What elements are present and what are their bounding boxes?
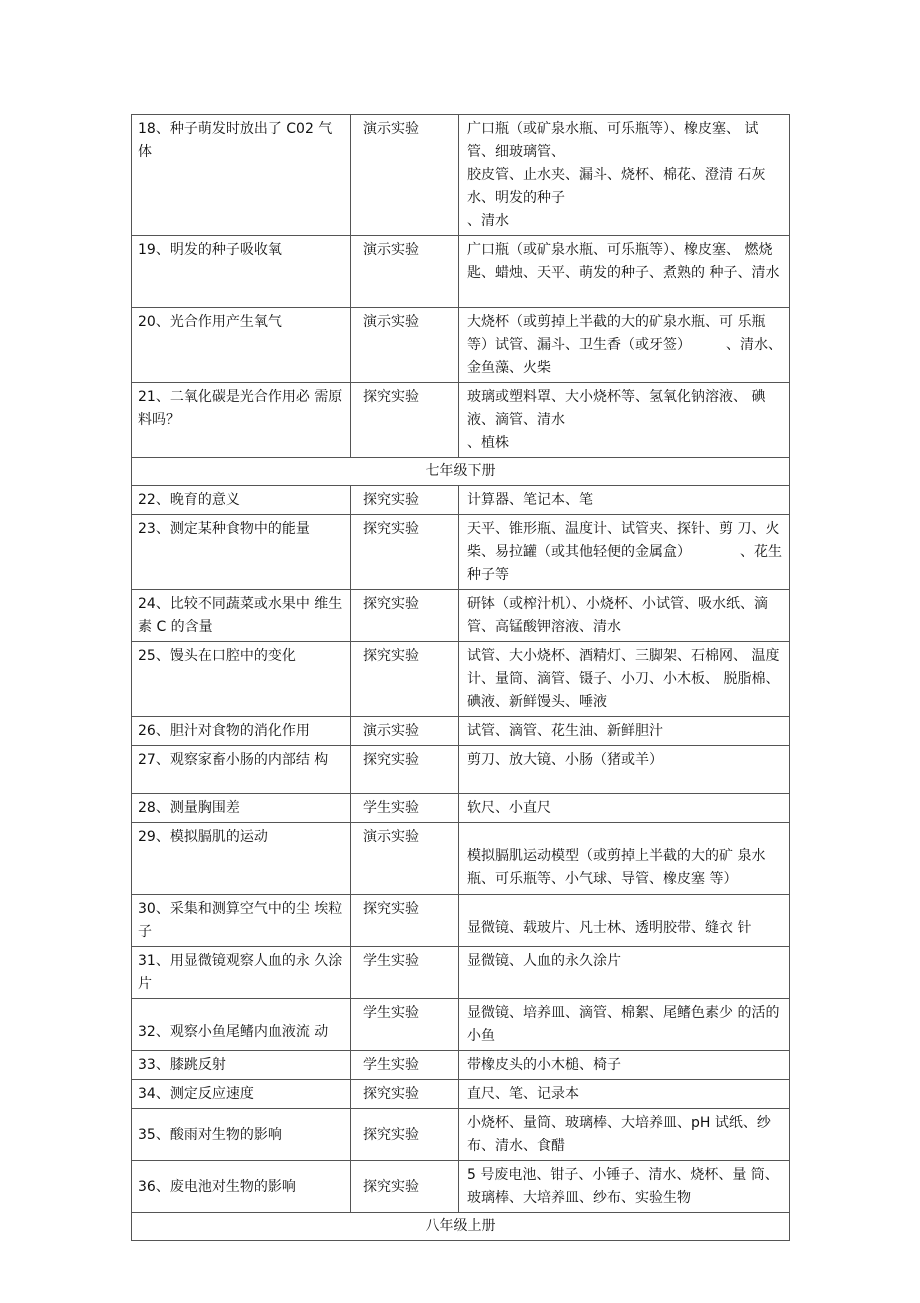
experiment-type: 探究实验 (351, 383, 459, 458)
experiment-name: 35、酸雨对生物的影响 (132, 1109, 351, 1161)
experiment-name: 34、测定反应速度 (132, 1080, 351, 1109)
table-row (132, 590, 790, 642)
experiment-materials: 玻璃或塑料罩、大小烧杯等、氢氧化钠溶液、 碘液、滴管、清水 、植株 (459, 383, 790, 458)
section-row (132, 458, 790, 486)
experiment-table (131, 114, 790, 1241)
table-row (132, 999, 790, 1051)
section-title: 八年级上册 (132, 1213, 790, 1241)
experiment-table-body (132, 115, 790, 1241)
experiment-materials: 研钵（或榨汁机）、小烧杯、小试管、吸水纸、滴管、高锰酸钾溶液、清水 (459, 590, 790, 642)
experiment-materials: 小烧杯、量筒、玻璃棒、大培养皿、pH 试纸、纱布、清水、食醋 (459, 1109, 790, 1161)
experiment-name: 27、观察家畜小肠的内部结 构 (132, 746, 351, 794)
experiment-type: 学生实验 (351, 794, 459, 823)
experiment-materials: 天平、锥形瓶、温度计、试管夹、探针、剪 刀、火柴、易拉罐（或其他轻便的金属盒） 、花生种子等 (459, 515, 790, 590)
experiment-materials: 直尺、笔、记录本 (459, 1080, 790, 1109)
experiment-materials: 试管、大小烧杯、酒精灯、三脚架、石棉网、 温度计、量筒、滴管、镊子、小刀、小木板、 脱脂棉、碘液、新鲜馒头、唾液 (459, 642, 790, 717)
experiment-materials: 显微镜、培养皿、滴管、棉絮、尾鳍色素少 的活的小鱼 (459, 999, 790, 1051)
section-row (132, 1213, 790, 1241)
experiment-name: 21、二氧化碳是光合作用必 需原料吗？ (132, 383, 351, 458)
experiment-type: 探究实验 (351, 515, 459, 590)
experiment-name: 23、测定某种食物中的能量 (132, 515, 351, 590)
table-row (132, 236, 790, 308)
table-row (132, 486, 790, 515)
experiment-materials: 大烧杯（或剪掉上半截的大的矿泉水瓶、可 乐瓶等）试管、漏斗、卫生香（或牙签） 、清水、金鱼藻、火柴 (459, 308, 790, 383)
experiment-materials: 5 号废电池、钳子、小锤子、清水、烧杯、量 筒、玻璃棒、大培养皿、纱布、实验生物 (459, 1161, 790, 1213)
experiment-name: 20、光合作用产生氧气 (132, 308, 351, 383)
table-row (132, 717, 790, 746)
experiment-type: 探究实验 (351, 642, 459, 717)
table-row (132, 1080, 790, 1109)
experiment-name: 33、膝跳反射 (132, 1051, 351, 1080)
experiment-type: 演示实验 (351, 717, 459, 746)
table-row (132, 383, 790, 458)
experiment-name: 31、用显微镜观察人血的永 久涂片 (132, 947, 351, 999)
table-row (132, 895, 790, 947)
experiment-type: 探究实验 (351, 1080, 459, 1109)
experiment-name: 28、测量胸围差 (132, 794, 351, 823)
table-row (132, 1161, 790, 1213)
table-row (132, 794, 790, 823)
experiment-name: 18、种子萌发时放出了 C02 气体 (132, 115, 351, 236)
experiment-materials: 计算器、笔记本、笔 (459, 486, 790, 515)
experiment-type: 探究实验 (351, 895, 459, 947)
experiment-materials: 显微镜、人血的永久涂片 (459, 947, 790, 999)
experiment-type: 演示实验 (351, 115, 459, 236)
experiment-type: 学生实验 (351, 999, 459, 1051)
experiment-name: 24、比较不同蔬菜或水果中 维生素 C 的含量 (132, 590, 351, 642)
experiment-materials: 显微镜、载玻片、凡士林、透明胶带、缝衣 针 (459, 895, 790, 947)
table-row (132, 515, 790, 590)
experiment-name: 26、胆汁对食物的消化作用 (132, 717, 351, 746)
experiment-type: 演示实验 (351, 308, 459, 383)
table-row (132, 1109, 790, 1161)
experiment-materials: 试管、滴管、花生油、新鲜胆汁 (459, 717, 790, 746)
table-row (132, 823, 790, 895)
experiment-materials: 广口瓶（或矿泉水瓶、可乐瓶等）、橡皮塞、 试管、细玻璃管、 胶皮管、止水夹、漏斗、烧杯、棉花、澄清 石灰水、明发的种子 、清水 (459, 115, 790, 236)
experiment-materials: 模拟膈肌运动模型（或剪掉上半截的大的矿 泉水瓶、可乐瓶等、小气球、导管、橡皮塞 等） (459, 823, 790, 895)
experiment-type: 探究实验 (351, 746, 459, 794)
experiment-materials: 软尺、小直尺 (459, 794, 790, 823)
experiment-type: 学生实验 (351, 1051, 459, 1080)
table-row (132, 746, 790, 794)
table-row (132, 947, 790, 999)
experiment-name: 29、模拟膈肌的运动 (132, 823, 351, 895)
experiment-name: 22、晚育的意义 (132, 486, 351, 515)
experiment-type: 探究实验 (351, 486, 459, 515)
experiment-type: 演示实验 (351, 236, 459, 308)
experiment-name: 25、馒头在口腔中的变化 (132, 642, 351, 717)
experiment-type: 演示实验 (351, 823, 459, 895)
table-row (132, 115, 790, 236)
experiment-name: 36、废电池对生物的影响 (132, 1161, 351, 1213)
experiment-name: 30、采集和测算空气中的尘 埃粒子 (132, 895, 351, 947)
experiment-materials: 剪刀、放大镜、小肠（猪或羊） (459, 746, 790, 794)
experiment-materials: 带橡皮头的小木槌、椅子 (459, 1051, 790, 1080)
table-row (132, 1051, 790, 1080)
experiment-type: 学生实验 (351, 947, 459, 999)
experiment-type: 探究实验 (351, 1109, 459, 1161)
experiment-type: 探究实验 (351, 590, 459, 642)
experiment-materials: 广口瓶（或矿泉水瓶、可乐瓶等）、橡皮塞、 燃烧匙、蜡烛、天平、萌发的种子、煮熟的 种子、清水 (459, 236, 790, 308)
table-row (132, 308, 790, 383)
experiment-name: 19、明发的种子吸收氧 (132, 236, 351, 308)
table-row (132, 642, 790, 717)
experiment-type: 探究实验 (351, 1161, 459, 1213)
section-title: 七年级下册 (132, 458, 790, 486)
experiment-name: 32、观察小鱼尾鳍内血液流 动 (132, 999, 351, 1051)
